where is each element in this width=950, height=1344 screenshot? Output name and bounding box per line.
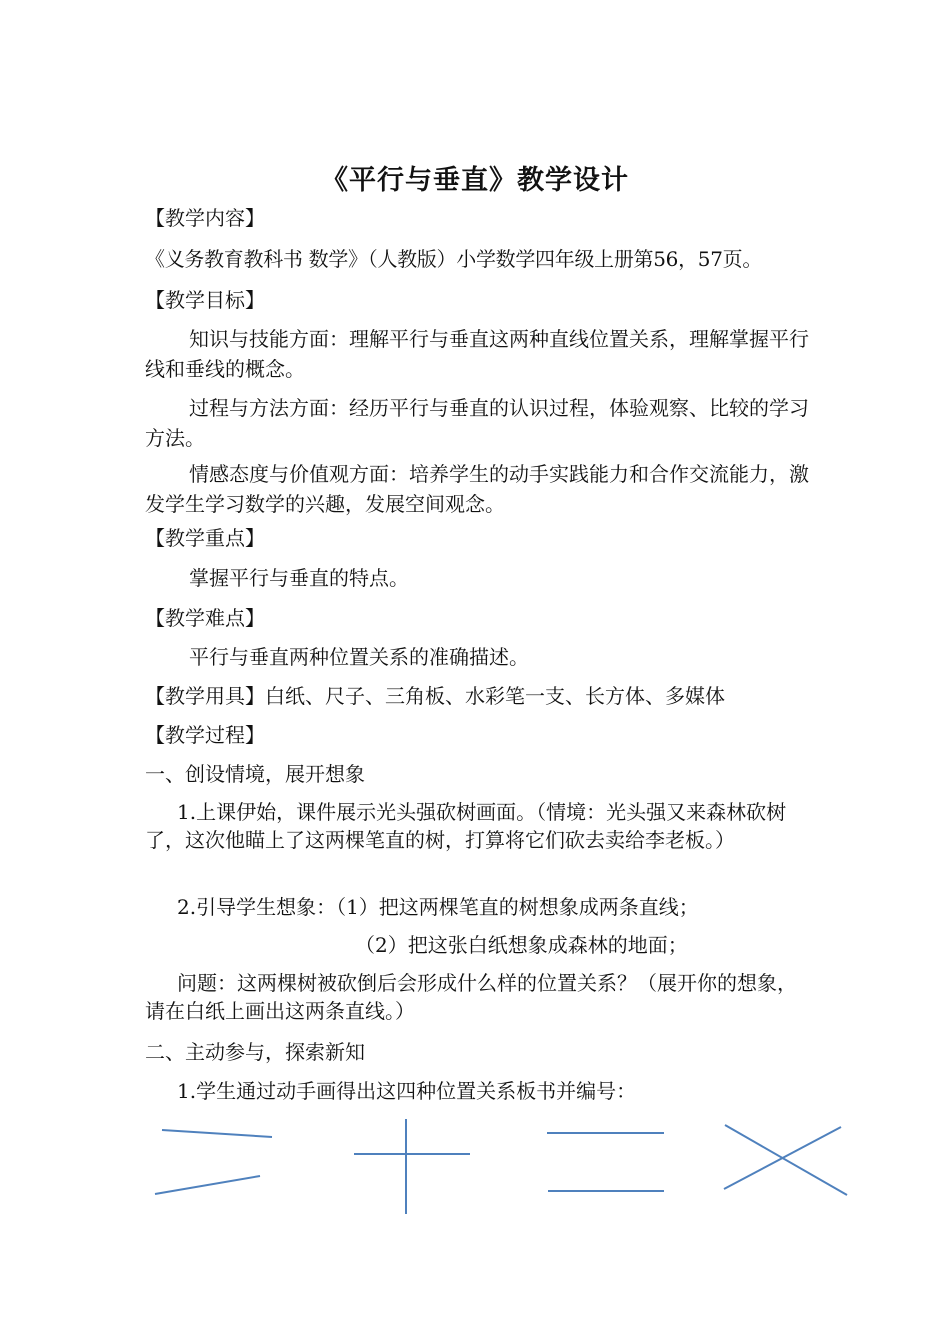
document-title: 《平行与垂直》教学设计: [321, 165, 629, 196]
content-text: 《义务教育教科书 数学》（人教版）小学数学四年级上册第56，57页。: [145, 247, 763, 271]
step1-title: 一、创设情境，展开想象: [145, 762, 365, 786]
difficulty-header: 【教学难点】: [145, 606, 265, 630]
position-relation-figures: [0, 1100, 950, 1230]
content-header: 【教学内容】: [145, 206, 265, 230]
goal-knowledge: 知识与技能方面：理解平行与垂直这两种直线位置关系，理解掌握平行线和垂线的概念。: [145, 327, 809, 381]
step2-item1: 1.学生通过动手画得出这四种位置关系板书并编号：: [177, 1079, 637, 1103]
figure-perpendicular-lines: [354, 1119, 470, 1214]
process-header: 【教学过程】: [145, 723, 265, 747]
step2-title: 二、主动参与，探索新知: [145, 1040, 365, 1064]
figure-crossing-lines: [724, 1125, 847, 1195]
key-text: 掌握平行与垂直的特点。: [189, 566, 409, 590]
goal-header: 【教学目标】: [145, 288, 265, 312]
goal-process: 过程与方法方面：经历平行与垂直的认识过程，体验观察、比较的学习方法。: [145, 396, 809, 450]
key-header: 【教学重点】: [145, 526, 265, 550]
step1-question: 问题：这两棵树被砍倒后会形成什么样的位置关系？（展开你的想象，请在白纸上画出这两条直线。）: [145, 971, 797, 1023]
step1-item2b: （2）把这张白纸想象成森林的地面；: [355, 933, 688, 957]
figure-intersecting-lines: [155, 1130, 272, 1194]
figure-parallel-lines: [547, 1133, 664, 1191]
difficulty-text: 平行与垂直两种位置关系的准确描述。: [189, 645, 529, 669]
goal-attitude: 情感态度与价值观方面：培养学生的动手实践能力和合作交流能力，激发学生学习数学的兴趣，发展空间观念。: [145, 462, 809, 516]
tools-line: 【教学用具】白纸、尺子、三角板、水彩笔一支、长方体、多媒体: [145, 684, 725, 708]
step1-item2a: 2.引导学生想象：（1）把这两棵笔直的树想象成两条直线；: [177, 895, 699, 919]
step1-item1: 1.上课伊始，课件展示光头强砍树画面。（情境：光头强又来森林砍树了，这次他瞄上了这两棵笔直的树，打算将它们砍去卖给李老板。）: [145, 800, 787, 852]
